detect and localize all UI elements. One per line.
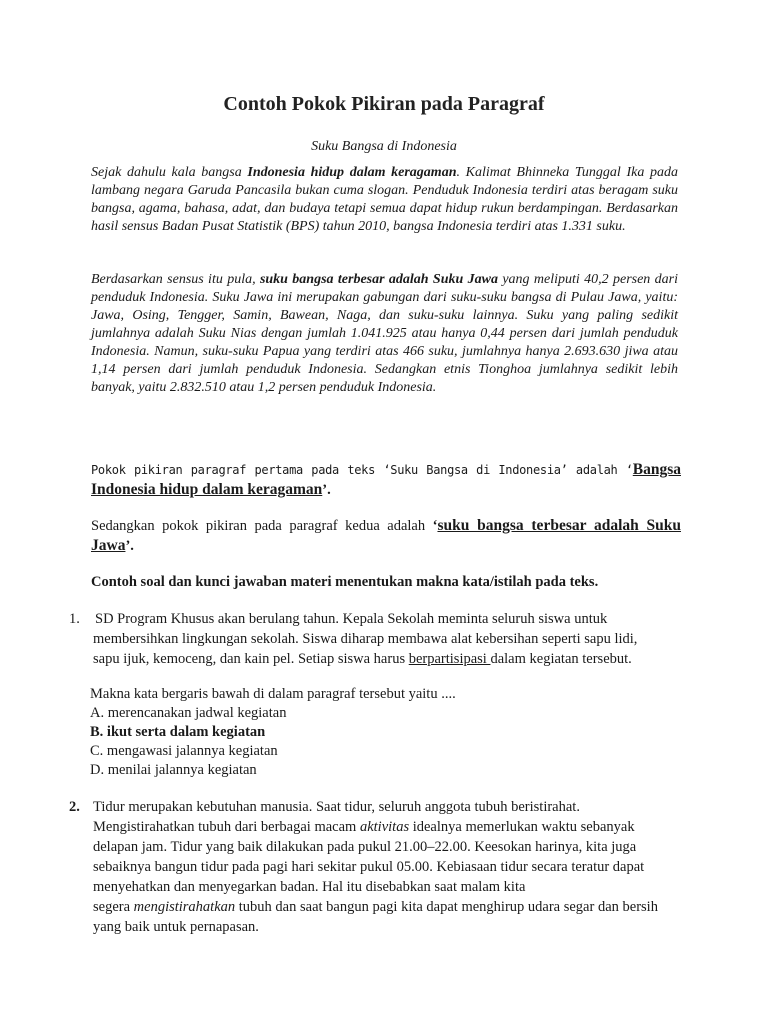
paragraph-1-main-idea: Indonesia hidup dalam keragaman — [247, 165, 457, 180]
question-1-line-2: membersihkan lingkungan sekolah. Siswa diharap membawa alat kebersihan seperti sapu lidi, — [93, 631, 638, 647]
main-idea-1-lead: Pokok pikiran paragraf pertama pada teks ‘Suku Bangsa di Indonesia’ adalah ‘ — [91, 463, 633, 477]
main-idea-statement-2 — [91, 516, 681, 556]
underlined-word: berpartisipasi — [408, 651, 491, 667]
question-2-number: 2. — [69, 799, 80, 815]
option-a: A. merencanakan jadwal kegiatan — [90, 705, 287, 721]
question-2-line-4: sebaiknya bangun tidur pada pagi hari sekitar pukul 05.00. Kebiasaan tidur secara teratur dapat — [93, 859, 645, 875]
question-1-line-3-a: sapu ijuk, kemoceng, dan kain pel. Setiap siswa harus — [93, 651, 409, 667]
question-1-text — [93, 609, 693, 669]
paragraph-2-text-a: Berdasarkan sensus itu pula, — [91, 272, 260, 287]
main-idea-1-close: ’. — [322, 482, 331, 498]
main-idea-2-lead: Sedangkan pokok pikiran pada paragraf kedua adalah — [91, 518, 433, 534]
question-2-line-5: menyehatkan dan menyegarkan badan. Hal itu disebabkan saat malam kita — [93, 879, 526, 895]
paragraph-1-rest: pada lambang negara Garuda Pancasila bukan cuma slogan. Penduduk Indonesia terdiri atas beragam suku bangsa, agama, bahasa, adat, dan budaya tetapi semua dapat hidup rukun berdampingan. Berdasarkan hasil sensus Badan Pusat Statistik (BPS) tahun 2010, bangsa Indonesia terdiri atas 1.331 suku. — [91, 165, 679, 234]
question-2-line-2-a: Mengistirahatkan tubuh dari berbagai macam — [93, 819, 360, 835]
main-idea-1-highlight: Bangsa Indonesia hidup dalam keragaman — [91, 461, 681, 498]
option-b-answer: B. ikut serta dalam kegiatan — [90, 724, 266, 740]
question-2-line-6 — [93, 897, 693, 917]
question-1-line-3 — [93, 649, 693, 669]
section-heading: Contoh soal dan kunci jawaban materi menentukan makna kata/istilah pada teks. — [91, 574, 599, 590]
paragraph-1 — [91, 164, 678, 236]
paragraph-2-main-idea: suku bangsa terbesar adalah Suku Jawa — [259, 272, 498, 287]
main-idea-2-highlight: suku bangsa terbesar adalah Suku Jawa — [91, 517, 681, 554]
question-2-line-7: yang baik untuk pernapasan. — [93, 919, 259, 935]
question-2-line-2 — [93, 817, 693, 837]
paragraph-2 — [91, 271, 678, 397]
paragraph-1-text-c: . Kalimat Bhinneka Tunggal Ika — [456, 165, 645, 180]
option-d: D. menilai jalannya kegiatan — [90, 762, 257, 778]
option-c: C. mengawasi jalannya kegiatan — [90, 743, 278, 759]
question-2-italic-word-1: aktivitas — [359, 819, 410, 835]
question-2-line-2-c: idealnya memerlukan waktu sebanyak — [409, 819, 635, 835]
question-1-number: 1. — [69, 611, 80, 627]
question-1-line-1: SD Program Khusus akan berulang tahun. Kepala Sekolah meminta seluruh siswa untuk — [95, 611, 608, 627]
question-2-line-6-a: segera — [93, 899, 134, 915]
paragraph-2-text-c: yang meliputi 40,2 persen dari penduduk Indonesia. Suku Jawa ini merupakan gabungan dari suku-suku bangsa di Pulau Jawa, yaitu: Jawa, Osing, Tengger, Samin, Bawean, Naga, dan suku-suku lainnya. Suku yang paling sedikit jumlahnya adalah Suku Nias dengan jumlah 1.041.925 atau hanya 0,44 persen dari jumlah penduduk Indonesia. Namun, suku-suku Papua yang terdiri atas 466 suku, jumlahnya hanya 2.693.630 jiwa atau 1,14 persen dari jumlah penduduk Indonesia. Sedangkan etnis Tionghoa jumlahnya sedikit lebih banyak, yaitu 2.832.510 atau 1,2 persen penduduk Indonesia. — [91, 272, 678, 395]
question-2-text — [93, 797, 693, 937]
question-1-prompt: Makna kata bergaris bawah di dalam paragraf tersebut yaitu .... — [90, 686, 456, 702]
main-idea-2-close: ’. — [125, 538, 134, 554]
question-2-line-3: delapan jam. Tidur yang baik dilakukan pada pukul 21.00–22.00. Keesokan harinya, kita juga — [93, 839, 637, 855]
article-subtitle: Suku Bangsa di Indonesia — [311, 139, 457, 154]
main-idea-2-open-quote: ‘ — [432, 518, 438, 534]
question-2-line-1: Tidur merupakan kebutuhan manusia. Saat tidur, seluruh anggota tubuh beristirahat. — [93, 799, 580, 815]
question-2-line-6-c: tubuh dan saat bangun pagi kita dapat menghirup udara segar dan bersih — [235, 899, 658, 915]
question-1-line-3-c: dalam kegiatan tersebut. — [490, 651, 632, 667]
page-title: Contoh Pokok Pikiran pada Paragraf — [223, 93, 545, 115]
question-2-italic-word-2: mengistirahatkan — [133, 899, 236, 915]
paragraph-1-text-a: Sejak dahulu kala bangsa — [91, 165, 248, 180]
main-idea-statement-1 — [91, 460, 681, 500]
